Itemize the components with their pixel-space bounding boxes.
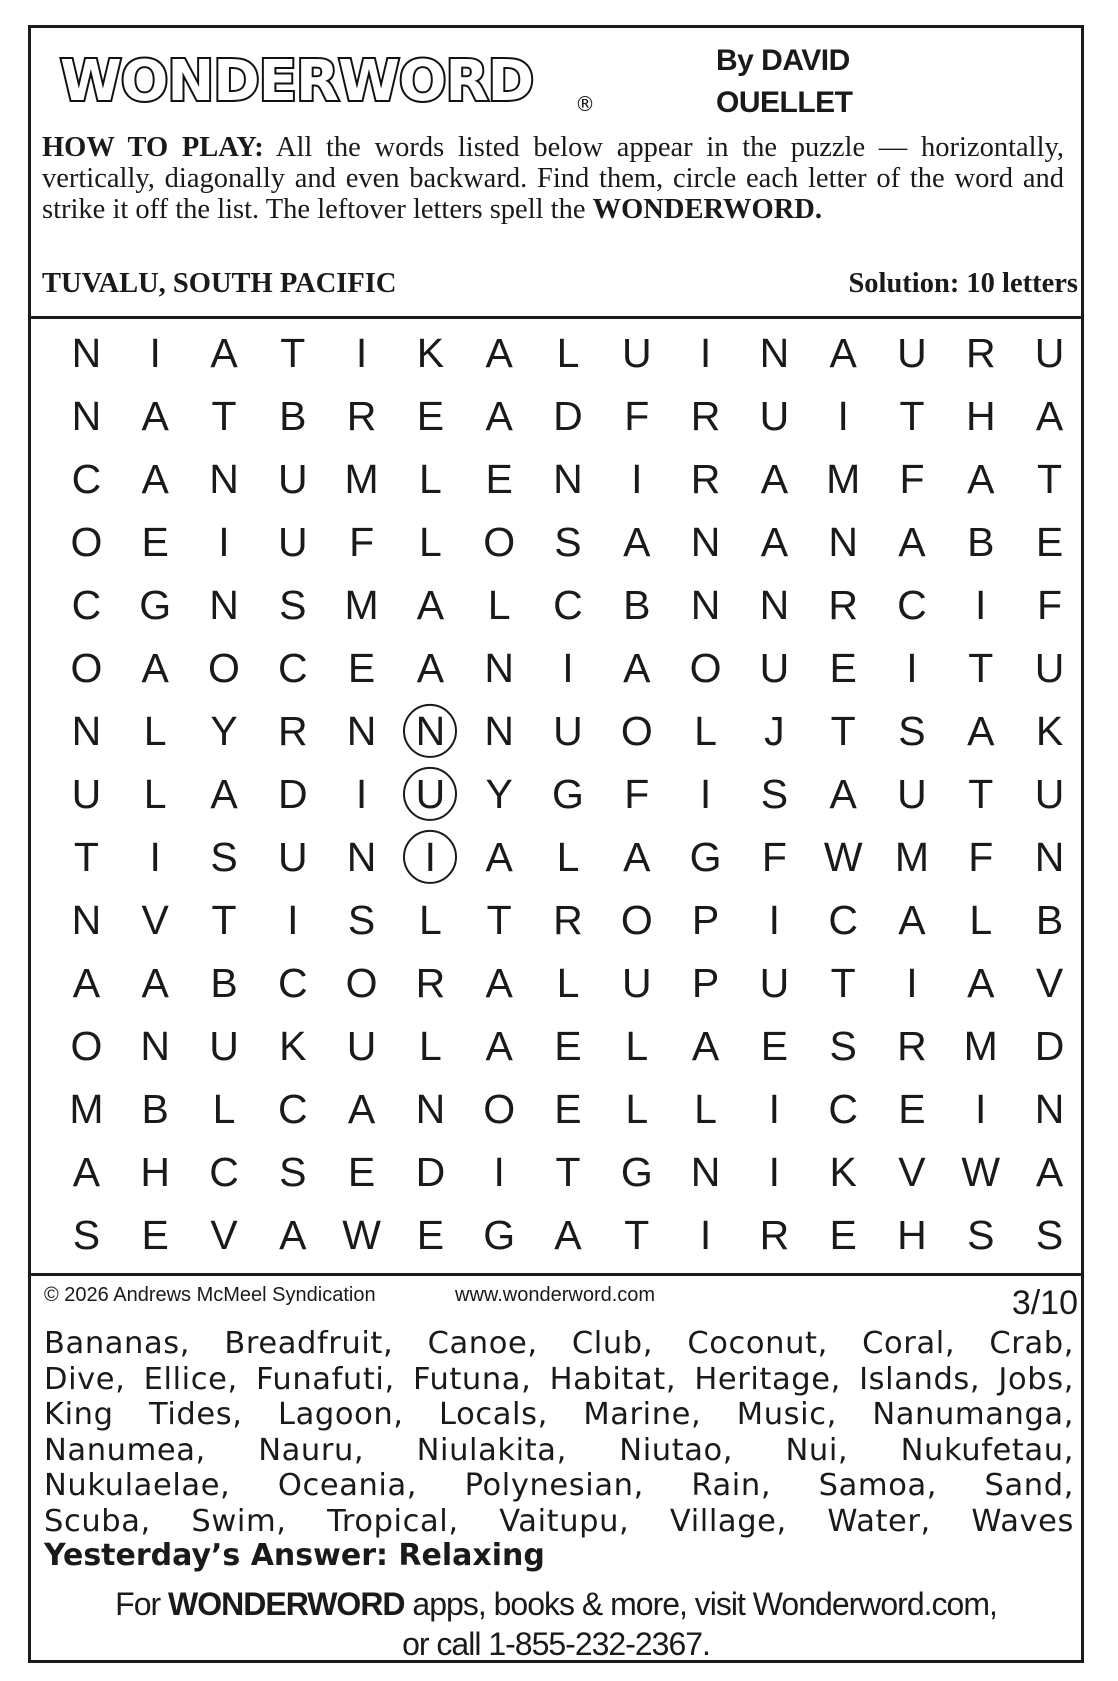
- grid-row: [28, 511, 1084, 574]
- grid-letter[interactable]: M: [344, 456, 379, 502]
- grid-letter[interactable]: E: [1035, 519, 1064, 565]
- grid-letter[interactable]: F: [624, 771, 650, 817]
- grid-letter[interactable]: C: [209, 1149, 239, 1195]
- grid-letter[interactable]: L: [143, 708, 167, 754]
- grid-letter[interactable]: A: [279, 1212, 307, 1258]
- grid-letter[interactable]: A: [485, 960, 513, 1006]
- website-link[interactable]: www.wonderword.com: [455, 1284, 656, 1306]
- grid-letter[interactable]: F: [1037, 582, 1063, 628]
- grid-letter[interactable]: S: [898, 708, 926, 754]
- grid-letter[interactable]: I: [149, 834, 161, 880]
- word-list-line: Nukulaelae, Oceania, Polynesian, Rain, Samoa, Sand,: [44, 1468, 1074, 1503]
- grid-letter[interactable]: T: [830, 708, 856, 754]
- grid-letter[interactable]: L: [556, 960, 580, 1006]
- how-to-play-label: HOW TO PLAY:: [42, 132, 264, 163]
- grid-letter[interactable]: W: [961, 1149, 1001, 1195]
- grid-letter[interactable]: C: [828, 897, 858, 943]
- grid-letter[interactable]: K: [416, 330, 445, 376]
- word-list-line: Bananas, Breadfruit, Canoe, Club, Coconut, Coral, Crab,: [44, 1326, 1074, 1361]
- grid-letter[interactable]: U: [1034, 771, 1065, 817]
- grid-letter[interactable]: L: [694, 1086, 717, 1132]
- word-list-line: Nanumea, Nauru, Niulakita, Niutao, Nui, Nukufetau,: [44, 1432, 1074, 1468]
- grid-letter[interactable]: I: [906, 960, 918, 1006]
- grid-letter[interactable]: L: [556, 330, 580, 376]
- grid-letter[interactable]: B: [141, 1086, 169, 1132]
- grid-letter[interactable]: S: [967, 1212, 995, 1258]
- grid-letter[interactable]: I: [493, 1149, 505, 1195]
- grid-letter[interactable]: R: [828, 582, 858, 628]
- grid-letter[interactable]: E: [347, 645, 376, 691]
- grid-letter[interactable]: A: [967, 708, 995, 754]
- grid-letter[interactable]: A: [485, 393, 513, 439]
- grid-letter[interactable]: R: [690, 456, 721, 502]
- grid-letter[interactable]: S: [347, 897, 376, 943]
- grid-letter[interactable]: R: [690, 393, 721, 439]
- grid-letter[interactable]: C: [71, 456, 102, 502]
- grid-letter[interactable]: O: [620, 708, 653, 754]
- grid-letter[interactable]: A: [967, 456, 995, 502]
- how-to-play: [42, 132, 1064, 225]
- grid-letter[interactable]: L: [143, 771, 167, 817]
- grid-letter[interactable]: T: [280, 330, 306, 376]
- grid-letter[interactable]: U: [1034, 330, 1065, 376]
- grid-letter[interactable]: Y: [210, 708, 238, 754]
- promo-brand: WONDERWORD: [168, 1586, 405, 1622]
- grid-letter[interactable]: R: [415, 960, 446, 1006]
- grid-letter[interactable]: E: [347, 1149, 376, 1195]
- grid-letter[interactable]: O: [620, 897, 653, 943]
- grid-letter[interactable]: P: [691, 960, 720, 1006]
- grid-letter[interactable]: B: [967, 519, 995, 565]
- how-to-play-text: All the words listed below appear in the puzzle — horizontally, vertically, diagonally and even backward. Find them, circle each letter of the word and strike it off the list. The leftover letters spell the: [42, 132, 1065, 225]
- grid-letter[interactable]: A: [829, 330, 857, 376]
- puzzle-theme: TUVALU, SOUTH PACIFIC: [42, 268, 397, 299]
- grid-letter[interactable]: O: [483, 519, 516, 565]
- byline: [716, 40, 853, 124]
- grid-row: [28, 1141, 1084, 1204]
- grid-letter[interactable]: I: [975, 582, 987, 628]
- grid-letter[interactable]: N: [759, 330, 790, 376]
- grid-letter[interactable]: N: [209, 582, 239, 628]
- grid-letter[interactable]: O: [208, 645, 240, 691]
- grid-letter[interactable]: R: [346, 393, 377, 439]
- logo-text: WONDERWORD: [60, 49, 534, 114]
- grid-letter[interactable]: E: [760, 1023, 789, 1069]
- grid-letter[interactable]: B: [279, 393, 307, 439]
- grid-letter[interactable]: H: [140, 1149, 170, 1195]
- grid-letter[interactable]: T: [555, 1149, 581, 1195]
- grid-letter[interactable]: F: [624, 393, 650, 439]
- grid-letter[interactable]: I: [149, 330, 161, 376]
- grid-letter[interactable]: A: [141, 393, 169, 439]
- grid-letter[interactable]: G: [139, 582, 172, 628]
- grid-letter[interactable]: A: [141, 645, 169, 691]
- grid-letter[interactable]: V: [898, 1149, 926, 1195]
- grid-letter[interactable]: T: [1037, 456, 1063, 502]
- grid-letter[interactable]: N: [828, 519, 858, 565]
- grid-letter[interactable]: F: [968, 834, 994, 880]
- grid-letter[interactable]: M: [826, 456, 861, 502]
- grid-letter[interactable]: A: [554, 1212, 582, 1258]
- grid-letter[interactable]: N: [690, 1149, 721, 1195]
- grid-letter[interactable]: M: [69, 1086, 104, 1132]
- grid-letter[interactable]: I: [355, 330, 368, 376]
- grid-letter[interactable]: E: [141, 1212, 169, 1258]
- grid-letter[interactable]: U: [759, 645, 790, 691]
- promo-line-2: or call 1-855-232-2367.: [402, 1626, 710, 1662]
- grid-letter[interactable]: F: [761, 834, 787, 880]
- grid-letter[interactable]: V: [210, 1212, 238, 1258]
- grid-letter[interactable]: T: [624, 1212, 650, 1258]
- grid-letter[interactable]: I: [975, 1086, 987, 1132]
- grid-letter[interactable]: A: [1035, 1149, 1064, 1195]
- grid-letter[interactable]: A: [1035, 393, 1064, 439]
- yesterdays-answer: Yesterday’s Answer: Relaxing: [44, 1538, 545, 1573]
- grid-letter[interactable]: L: [418, 1023, 442, 1069]
- puzzle-date: 3/10: [1011, 1284, 1078, 1322]
- word-list-line: Scuba, Swim, Tropical, Vaitupu, Village, Water, Waves: [44, 1503, 1074, 1539]
- grid-letter[interactable]: R: [897, 1023, 927, 1069]
- promo-text: [28, 1584, 1084, 1664]
- grid-letter[interactable]: U: [277, 519, 308, 565]
- grid-letter[interactable]: D: [277, 771, 308, 817]
- grid-letter[interactable]: A: [141, 960, 169, 1006]
- grid-letter[interactable]: I: [287, 897, 299, 943]
- divider-top: [28, 316, 1084, 319]
- grid-letter[interactable]: A: [760, 456, 789, 502]
- grid-letter[interactable]: E: [898, 1086, 926, 1132]
- grid-letter[interactable]: I: [837, 393, 849, 439]
- grid-letter[interactable]: S: [760, 771, 789, 817]
- grid-letter[interactable]: A: [485, 834, 513, 880]
- grid-letter[interactable]: F: [349, 519, 375, 565]
- grid-letter[interactable]: N: [140, 1023, 170, 1069]
- grid-row: [28, 952, 1084, 1015]
- grid-letter[interactable]: I: [699, 771, 712, 817]
- grid-letter[interactable]: E: [141, 519, 169, 565]
- grid-letter[interactable]: U: [1034, 645, 1065, 691]
- grid-letter[interactable]: M: [344, 582, 379, 628]
- grid-letter[interactable]: S: [554, 519, 582, 565]
- grid-letter[interactable]: L: [694, 708, 717, 754]
- grid-letter[interactable]: R: [759, 1212, 790, 1258]
- grid-letter[interactable]: U: [897, 771, 927, 817]
- grid-letter[interactable]: A: [691, 1023, 720, 1069]
- grid-letter[interactable]: T: [830, 960, 856, 1006]
- grid-row: [28, 1204, 1084, 1267]
- grid-letter[interactable]: D: [415, 1149, 446, 1195]
- grid-letter[interactable]: O: [70, 645, 103, 691]
- byline-line-2: OUELLET: [716, 86, 853, 119]
- how-to-play-end: WONDERWORD.: [592, 194, 822, 225]
- grid-letter[interactable]: A: [141, 456, 169, 502]
- grid-letter[interactable]: E: [416, 1212, 445, 1258]
- grid-letter[interactable]: N: [71, 708, 102, 754]
- grid-letter[interactable]: L: [625, 1086, 649, 1132]
- grid-letter[interactable]: H: [965, 393, 996, 439]
- grid-letter[interactable]: Y: [485, 771, 513, 817]
- grid-letter[interactable]: N: [690, 519, 721, 565]
- grid-letter[interactable]: N: [71, 393, 102, 439]
- grid-letter[interactable]: U: [759, 960, 790, 1006]
- grid-row: [28, 1078, 1084, 1141]
- grid-letter[interactable]: O: [345, 960, 378, 1006]
- grid-letter[interactable]: U: [553, 708, 583, 754]
- grid-letter[interactable]: G: [483, 1212, 516, 1258]
- grid-letter[interactable]: G: [689, 834, 722, 880]
- grid-letter[interactable]: U: [277, 456, 308, 502]
- grid-letter-circled[interactable]: U: [396, 771, 465, 818]
- grid-letter[interactable]: N: [346, 834, 377, 880]
- grid-letter[interactable]: A: [623, 645, 651, 691]
- promo-suffix: apps, books & more, visit Wonderword.com,: [412, 1586, 997, 1622]
- grid-letter[interactable]: E: [554, 1086, 582, 1132]
- grid-letter[interactable]: R: [277, 708, 308, 754]
- grid-letter[interactable]: W: [342, 1212, 381, 1258]
- grid-row: [28, 700, 1084, 763]
- grid-letter[interactable]: N: [484, 708, 514, 754]
- grid-letter[interactable]: A: [72, 960, 101, 1006]
- grid-row: [28, 385, 1084, 448]
- grid-letter[interactable]: O: [483, 1086, 516, 1132]
- grid-letter[interactable]: H: [897, 1212, 927, 1258]
- grid-letter[interactable]: A: [72, 1149, 101, 1195]
- grid-letter-circled[interactable]: N: [396, 708, 465, 755]
- grid-letter[interactable]: A: [416, 645, 445, 691]
- grid-letter[interactable]: A: [623, 834, 651, 880]
- grid-letter[interactable]: A: [623, 519, 651, 565]
- grid-letter[interactable]: K: [1035, 708, 1064, 754]
- grid-letter[interactable]: A: [416, 582, 445, 628]
- grid-letter[interactable]: S: [1035, 1212, 1064, 1258]
- grid-letter[interactable]: L: [418, 456, 442, 502]
- grid-letter[interactable]: U: [621, 330, 652, 376]
- grid-letter[interactable]: L: [212, 1086, 236, 1132]
- grid-letter[interactable]: C: [897, 582, 927, 628]
- promo-line-1: [28, 1584, 1084, 1624]
- grid-letter[interactable]: O: [70, 519, 103, 565]
- grid-letter[interactable]: E: [416, 393, 445, 439]
- grid-letter[interactable]: A: [210, 330, 238, 376]
- grid-letter[interactable]: U: [897, 330, 927, 376]
- grid-letter[interactable]: N: [553, 456, 583, 502]
- grid-letter[interactable]: N: [1034, 834, 1065, 880]
- grid-letter[interactable]: N: [71, 330, 102, 376]
- word-list: [44, 1326, 1074, 1539]
- grid-letter[interactable]: T: [73, 834, 99, 880]
- grid-letter[interactable]: A: [829, 771, 857, 817]
- grid-letter[interactable]: S: [210, 834, 238, 880]
- grid-letter[interactable]: M: [894, 834, 930, 880]
- grid-row: [28, 1015, 1084, 1078]
- grid-letter[interactable]: L: [487, 582, 511, 628]
- grid-row: [28, 448, 1084, 511]
- grid-letter[interactable]: L: [556, 834, 580, 880]
- grid-letter[interactable]: C: [828, 1086, 858, 1132]
- grid-letter[interactable]: A: [760, 519, 789, 565]
- grid-letter[interactable]: U: [277, 834, 308, 880]
- grid-letter[interactable]: U: [621, 960, 652, 1006]
- grid-letter[interactable]: E: [829, 1212, 857, 1258]
- grid-letter[interactable]: N: [71, 897, 102, 943]
- grid-row: [28, 637, 1084, 700]
- grid-letter[interactable]: L: [969, 897, 993, 943]
- grid-letter[interactable]: B: [623, 582, 651, 628]
- word-list-line: Dive, Ellice, Funafuti, Futuna, Habitat, Heritage, Islands, Jobs,: [44, 1361, 1074, 1397]
- grid-letter[interactable]: K: [829, 1149, 857, 1195]
- grid-letter[interactable]: N: [484, 645, 514, 691]
- grid-letter[interactable]: B: [1035, 897, 1064, 943]
- grid-letter[interactable]: C: [553, 582, 583, 628]
- grid-letter[interactable]: I: [631, 456, 643, 502]
- grid-letter[interactable]: N: [690, 582, 721, 628]
- copyright: © 2026 Andrews McMeel Syndication: [44, 1284, 376, 1306]
- grid-letter[interactable]: T: [486, 897, 512, 943]
- word-list-line: King Tides, Lagoon, Locals, Marine, Music, Nanumanga,: [44, 1397, 1074, 1432]
- grid-letter[interactable]: N: [759, 582, 790, 628]
- grid-row: [28, 763, 1084, 826]
- grid-letter[interactable]: T: [211, 393, 237, 439]
- grid-letter[interactable]: T: [211, 897, 237, 943]
- wonderword-logo: [56, 38, 611, 118]
- grid-letter[interactable]: P: [691, 897, 720, 943]
- grid-letter[interactable]: R: [965, 330, 996, 376]
- grid-letter[interactable]: N: [1034, 1086, 1065, 1132]
- grid-letter[interactable]: A: [898, 519, 926, 565]
- grid-letter[interactable]: K: [279, 1023, 307, 1069]
- grid-letter[interactable]: N: [209, 456, 239, 502]
- grid-letter[interactable]: M: [963, 1023, 998, 1069]
- grid-letter[interactable]: I: [906, 645, 918, 691]
- grid-letter[interactable]: C: [277, 1086, 308, 1132]
- grid-letter[interactable]: I: [768, 897, 781, 943]
- grid-letter[interactable]: A: [898, 897, 926, 943]
- grid-letter[interactable]: C: [277, 645, 308, 691]
- solution-length: Solution: 10 letters: [848, 268, 1078, 299]
- grid-letter[interactable]: E: [554, 1023, 582, 1069]
- grid-letter[interactable]: A: [485, 1023, 513, 1069]
- grid-letter[interactable]: V: [141, 897, 169, 943]
- grid-letter[interactable]: O: [70, 1023, 103, 1069]
- grid-letter[interactable]: S: [279, 1149, 307, 1195]
- grid-letter[interactable]: S: [72, 1212, 101, 1258]
- grid-letter[interactable]: L: [418, 519, 442, 565]
- grid-letter[interactable]: I: [699, 1212, 712, 1258]
- grid-letter[interactable]: C: [277, 960, 308, 1006]
- grid-letter[interactable]: D: [1034, 1023, 1065, 1069]
- grid-letter[interactable]: T: [968, 771, 994, 817]
- grid-letter[interactable]: B: [210, 960, 238, 1006]
- grid-letter[interactable]: W: [823, 834, 863, 880]
- grid-row: [28, 574, 1084, 637]
- grid-letter[interactable]: J: [764, 708, 785, 754]
- grid-letter[interactable]: U: [71, 771, 102, 817]
- grid-letter[interactable]: I: [355, 771, 368, 817]
- grid-letter[interactable]: I: [699, 330, 712, 376]
- grid-letter[interactable]: N: [346, 708, 377, 754]
- grid-letter[interactable]: D: [553, 393, 583, 439]
- grid-letter[interactable]: T: [968, 645, 994, 691]
- grid-letter[interactable]: U: [209, 1023, 239, 1069]
- grid-letter[interactable]: O: [689, 645, 722, 691]
- registered-mark: ®: [575, 92, 595, 116]
- grid-letter[interactable]: I: [562, 645, 574, 691]
- grid-row: [28, 826, 1084, 889]
- grid-letter[interactable]: A: [967, 960, 995, 1006]
- grid-letter[interactable]: S: [279, 582, 307, 628]
- grid-letter[interactable]: L: [625, 1023, 649, 1069]
- letter-grid: [28, 322, 1084, 1267]
- grid-letter[interactable]: E: [829, 645, 857, 691]
- promo-prefix: For: [115, 1586, 161, 1622]
- divider-bottom: [28, 1273, 1084, 1276]
- grid-letter[interactable]: L: [418, 897, 442, 943]
- grid-letter[interactable]: I: [768, 1086, 781, 1132]
- grid-letter[interactable]: U: [346, 1023, 377, 1069]
- grid-letter[interactable]: I: [218, 519, 230, 565]
- grid-row: [28, 889, 1084, 952]
- grid-letter[interactable]: E: [485, 456, 513, 502]
- grid-letter[interactable]: A: [485, 330, 513, 376]
- grid-letter[interactable]: C: [71, 582, 102, 628]
- grid-letter[interactable]: F: [899, 456, 925, 502]
- grid-letter[interactable]: N: [415, 1086, 446, 1132]
- grid-row: [28, 322, 1084, 385]
- grid-letter-circled[interactable]: I: [396, 834, 465, 881]
- grid-letter[interactable]: U: [759, 393, 790, 439]
- grid-letter[interactable]: G: [552, 771, 584, 817]
- grid-letter[interactable]: I: [768, 1149, 781, 1195]
- grid-letter[interactable]: T: [899, 393, 925, 439]
- grid-letter[interactable]: S: [829, 1023, 857, 1069]
- grid-letter[interactable]: R: [553, 897, 583, 943]
- grid-letter[interactable]: A: [210, 771, 238, 817]
- grid-letter[interactable]: A: [347, 1086, 376, 1132]
- grid-letter[interactable]: G: [620, 1149, 653, 1195]
- byline-line-1: By DAVID: [716, 44, 850, 77]
- grid-letter[interactable]: V: [1035, 960, 1064, 1006]
